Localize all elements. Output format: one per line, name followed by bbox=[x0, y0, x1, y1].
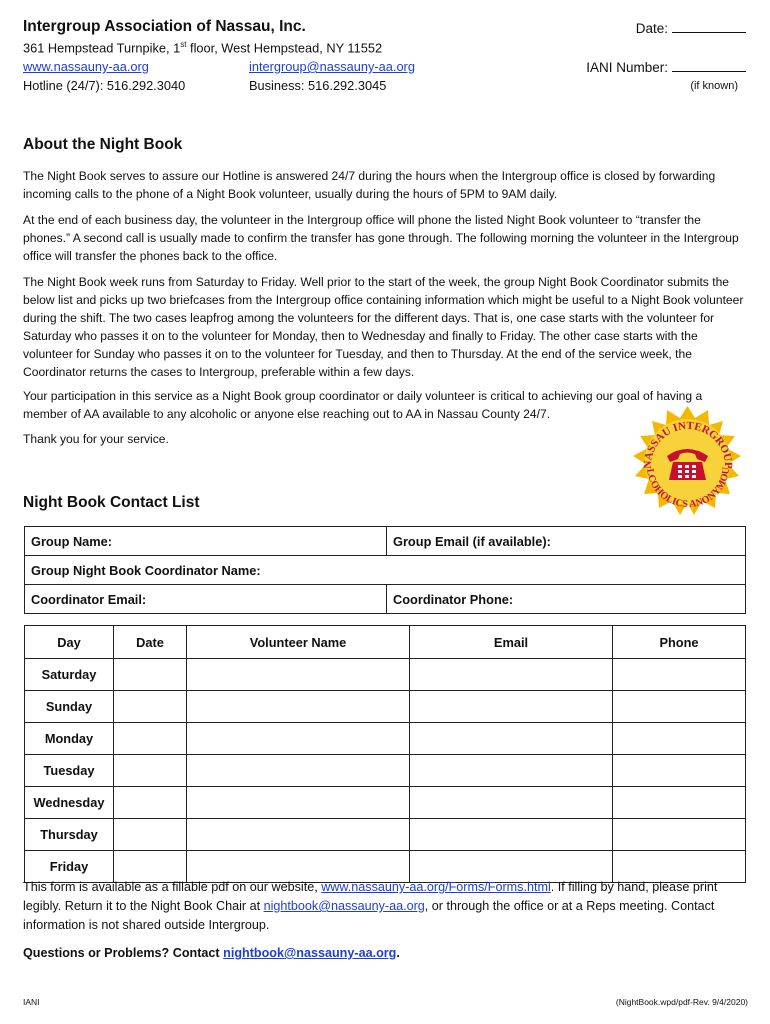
phone-cell[interactable] bbox=[613, 755, 746, 787]
day-label-friday: Friday bbox=[25, 851, 114, 883]
group-name-field[interactable]: Group Name: bbox=[25, 527, 387, 556]
day-label-tuesday: Tuesday bbox=[25, 755, 114, 787]
column-header-volunteer-name: Volunteer Name bbox=[187, 626, 410, 659]
table-row bbox=[25, 787, 746, 819]
phone-cell[interactable] bbox=[613, 787, 746, 819]
date-cell[interactable] bbox=[114, 723, 187, 755]
group-email-field[interactable]: Group Email (if available): bbox=[387, 527, 746, 556]
if-known-note: (if known) bbox=[690, 80, 738, 92]
date-cell[interactable] bbox=[114, 787, 187, 819]
about-paragraph-1: The Night Book serves to assure our Hotline is answered 24/7 during the hours when the Intergroup office is closed by forwarding incoming calls to the phone of a Night Book volunteer, usually during the hours of 5PM to 9AM daily. bbox=[23, 169, 716, 201]
volunteer-name-cell[interactable] bbox=[187, 659, 410, 691]
email-cell[interactable] bbox=[410, 787, 613, 819]
about-heading: About the Night Book bbox=[23, 136, 183, 153]
column-header-phone: Phone bbox=[613, 626, 746, 659]
table-row bbox=[25, 755, 746, 787]
table-row bbox=[25, 691, 746, 723]
coordinator-name-field[interactable]: Group Night Book Coordinator Name: bbox=[25, 556, 746, 585]
footer-left-note: IANI bbox=[23, 997, 40, 1007]
day-label-saturday: Saturday bbox=[25, 659, 114, 691]
column-header-day: Day bbox=[25, 626, 114, 659]
date-blank[interactable] bbox=[672, 20, 746, 33]
schedule-table bbox=[24, 625, 746, 883]
coordinator-email-field[interactable]: Coordinator Email: bbox=[25, 585, 387, 614]
email-cell[interactable] bbox=[410, 819, 613, 851]
nightbook-email-link[interactable]: nightbook@nassauny-aa.org bbox=[263, 899, 425, 913]
website-link[interactable]: www.nassauny-aa.org bbox=[23, 59, 149, 74]
questions-email-link[interactable]: nightbook@nassauny-aa.org bbox=[223, 946, 397, 960]
iani-blank[interactable] bbox=[672, 59, 746, 72]
email-cell[interactable] bbox=[410, 659, 613, 691]
about-paragraph-2: At the end of each business day, the volunteer in the Intergroup office will phone the listed Night Book volunteer to “transfer the phones.” A second call is usually made to confirm the transfer has gone through. The following morning the volunteer in the Intergroup office will transfer the phones back to the office. bbox=[23, 213, 739, 263]
date-cell[interactable] bbox=[114, 755, 187, 787]
table-row bbox=[25, 819, 746, 851]
volunteer-name-cell[interactable] bbox=[187, 755, 410, 787]
day-label-wednesday: Wednesday bbox=[25, 787, 114, 819]
form-availability-note: This form is available as a fillable pdf on our website, www.nassauny-aa.org/Forms/Forms.html. If filling by hand, please print legibly. Return it to the Night Book Chair at nightbook@nassauny-aa.org, or through the office or at a Reps meeting. Contact information is not shared outside Intergroup. bbox=[23, 880, 718, 932]
day-label-monday: Monday bbox=[25, 723, 114, 755]
hotline-number: Hotline (24/7): 516.292.3040 bbox=[23, 78, 186, 93]
schedule-header-row bbox=[25, 626, 746, 659]
date-cell[interactable] bbox=[114, 659, 187, 691]
forms-page-link[interactable]: www.nassauny-aa.org/Forms/Forms.html bbox=[321, 880, 551, 894]
intergroup-seal-logo bbox=[631, 404, 744, 517]
day-label-sunday: Sunday bbox=[25, 691, 114, 723]
coordinator-phone-field[interactable]: Coordinator Phone: bbox=[387, 585, 746, 614]
questions-line: Questions or Problems? Contact nightbook@nassauny-aa.org. bbox=[23, 946, 400, 960]
iani-number-field[interactable]: IANI Number: bbox=[586, 59, 746, 75]
phone-cell[interactable] bbox=[613, 819, 746, 851]
contact-list-heading: Night Book Contact List bbox=[23, 494, 200, 511]
volunteer-name-cell[interactable] bbox=[187, 723, 410, 755]
business-number: Business: 516.292.3045 bbox=[249, 78, 387, 93]
email-cell[interactable] bbox=[410, 755, 613, 787]
table-row bbox=[25, 723, 746, 755]
column-header-date: Date bbox=[114, 626, 187, 659]
address: 361 Hempstead Turnpike, 1st floor, West Hempstead, NY 11552 bbox=[23, 40, 383, 56]
about-paragraph-5: Thank you for your service. bbox=[23, 432, 169, 446]
intergroup-email-link[interactable]: intergroup@nassauny-aa.org bbox=[249, 59, 415, 74]
date-field[interactable]: Date: bbox=[636, 20, 746, 36]
revision-note: (NightBook.wpd/pdf-Rev. 9/4/2020) bbox=[615, 997, 748, 1007]
email-cell[interactable] bbox=[410, 723, 613, 755]
seal-top-text: NASSAU INTERGROUP bbox=[641, 419, 735, 469]
phone-cell[interactable] bbox=[613, 723, 746, 755]
column-header-email: Email bbox=[410, 626, 613, 659]
volunteer-name-cell[interactable] bbox=[187, 691, 410, 723]
date-cell[interactable] bbox=[114, 819, 187, 851]
about-paragraph-4: Your participation in this service as a Night Book group coordinator or daily volunteer is critical to achieving our goal of having a member of AA available to any alcoholic or anyone else reaching out to AA in Nassau County 24/7. bbox=[23, 389, 703, 421]
phone-cell[interactable] bbox=[613, 659, 746, 691]
about-paragraph-3: The Night Book week runs from Saturday to Friday. Well prior to the start of the week, the group Night Book Coordinator submits the below list and picks up two briefcases from the Intergroup office containing information which might be useful to a Night Book volunteer during the shift. The two cases leapfrog among the volunteers for the different days. That is, one case starts with the volunteer for Saturday who passes it on to the volunteer for Monday, then to Wednesday and finally to Friday. The other case starts with the volunteer for Sunday who passes it on to the volunteer for Tuesday, and then to Thursday. At the end of the service week, the Coordinator returns the cases to Intergroup, preferable within a few days. bbox=[23, 275, 744, 379]
volunteer-name-cell[interactable] bbox=[187, 787, 410, 819]
contact-info-table bbox=[24, 526, 746, 614]
email-cell[interactable] bbox=[410, 691, 613, 723]
seal-bottom-text: LCOHOLICS ANONYMOU bbox=[644, 466, 733, 511]
date-cell[interactable] bbox=[114, 691, 187, 723]
volunteer-name-cell[interactable] bbox=[187, 819, 410, 851]
phone-cell[interactable] bbox=[613, 691, 746, 723]
day-label-thursday: Thursday bbox=[25, 819, 114, 851]
org-name: Intergroup Association of Nassau, Inc. bbox=[23, 18, 306, 35]
table-row bbox=[25, 659, 746, 691]
